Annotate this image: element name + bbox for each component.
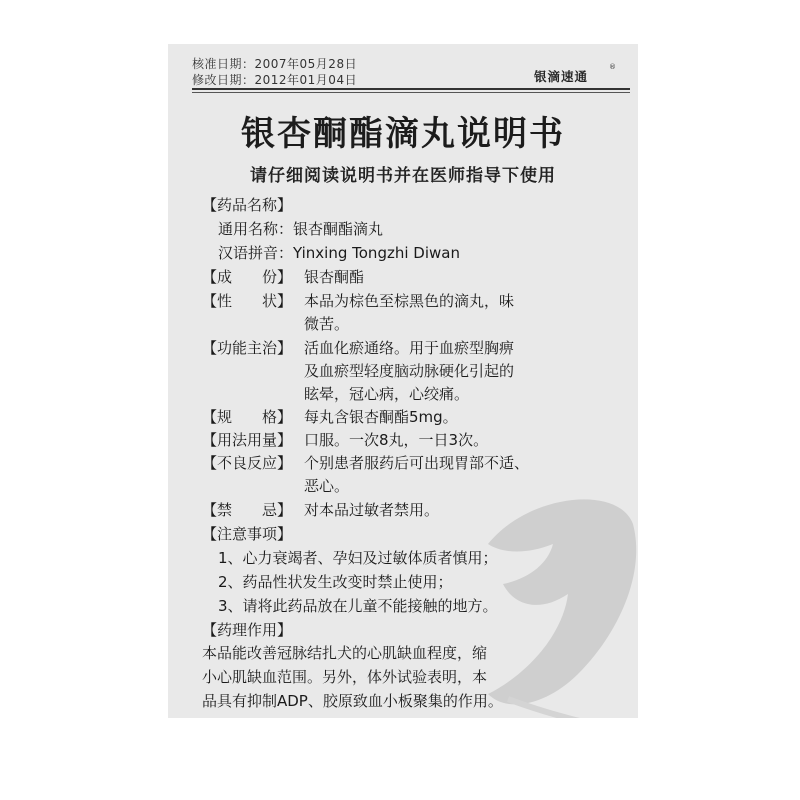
section-dosage [202, 431, 488, 450]
dosage-label: 【用法用量】 [202, 431, 293, 449]
ingredients-value: 银杏酮酯 [304, 268, 365, 286]
specification-label: 【规 格】 [202, 408, 293, 426]
section-contraindications [202, 501, 439, 520]
registered-mark: ® [609, 63, 616, 71]
ingredients-label: 【成 份】 [202, 268, 293, 286]
pharmacology-line-2: 小心肌缺血范围。另外，体外试验表明，本 [202, 668, 488, 686]
document-title: 银杏酮酯滴丸说明书 [241, 114, 565, 154]
appearance-line-2: 微苦。 [304, 315, 350, 333]
adverse-line-2: 恶心。 [304, 477, 350, 495]
indications-line-2: 及血瘀型轻度脑动脉硬化引起的 [304, 362, 515, 380]
indications-line-1: 活血化瘀通络。用于血瘀型胸痹 [304, 339, 515, 357]
section-ingredients [202, 268, 364, 287]
pharmacology-line-3: 品具有抑制ADP、胶原致血小板聚集的作用。 [202, 692, 503, 710]
indications-label: 【功能主治】 [202, 339, 293, 357]
appearance-label: 【性 状】 [202, 292, 293, 310]
precaution-item-3: 3、请将此药品放在儿童不能接触的地方。 [218, 597, 498, 615]
approval-date: 核准日期：2007年05月28日 [192, 57, 358, 71]
header-divider-thin [192, 92, 630, 93]
contraindications-label: 【禁 忌】 [202, 501, 293, 519]
specification-value: 每丸含银杏酮酯5mg。 [304, 408, 458, 426]
adverse-label: 【不良反应】 [202, 454, 293, 472]
brand-logo: 银滴速通 [534, 69, 589, 84]
generic-name: 通用名称：银杏酮酯滴丸 [218, 220, 384, 238]
dosage-value: 口服。一次8丸，一日3次。 [304, 431, 489, 449]
document-subtitle: 请仔细阅读说明书并在医师指导下使用 [250, 166, 556, 186]
header-divider [192, 88, 630, 90]
pinyin-name: 汉语拼音：Yinxing Tongzhi Diwan [218, 244, 460, 262]
indications-line-3: 眩晕，冠心病，心绞痛。 [304, 385, 470, 403]
section-pharmacology: 【药理作用】 [202, 621, 293, 639]
contraindications-value: 对本品过敏者禁用。 [304, 501, 440, 519]
revision-date: 修改日期：2012年01月04日 [192, 73, 358, 87]
instruction-sheet [168, 44, 638, 718]
precaution-item-1: 1、心力衰竭者、孕妇及过敏体质者慎用； [218, 549, 498, 567]
section-drug-name: 【药品名称】 [202, 196, 293, 214]
pharmacology-line-1: 本品能改善冠脉结扎犬的心肌缺血程度，缩 [202, 644, 488, 662]
appearance-line-1: 本品为棕色至棕黑色的滴丸，味 [304, 292, 515, 310]
precaution-item-2: 2、药品性状发生改变时禁止使用； [218, 573, 453, 591]
adverse-line-1: 个别患者服药后可出现胃部不适、 [304, 454, 530, 472]
section-adverse-reactions [202, 454, 529, 473]
section-indications [202, 339, 514, 358]
section-precautions: 【注意事项】 [202, 525, 293, 543]
section-specification [202, 408, 458, 427]
section-appearance [202, 292, 514, 311]
